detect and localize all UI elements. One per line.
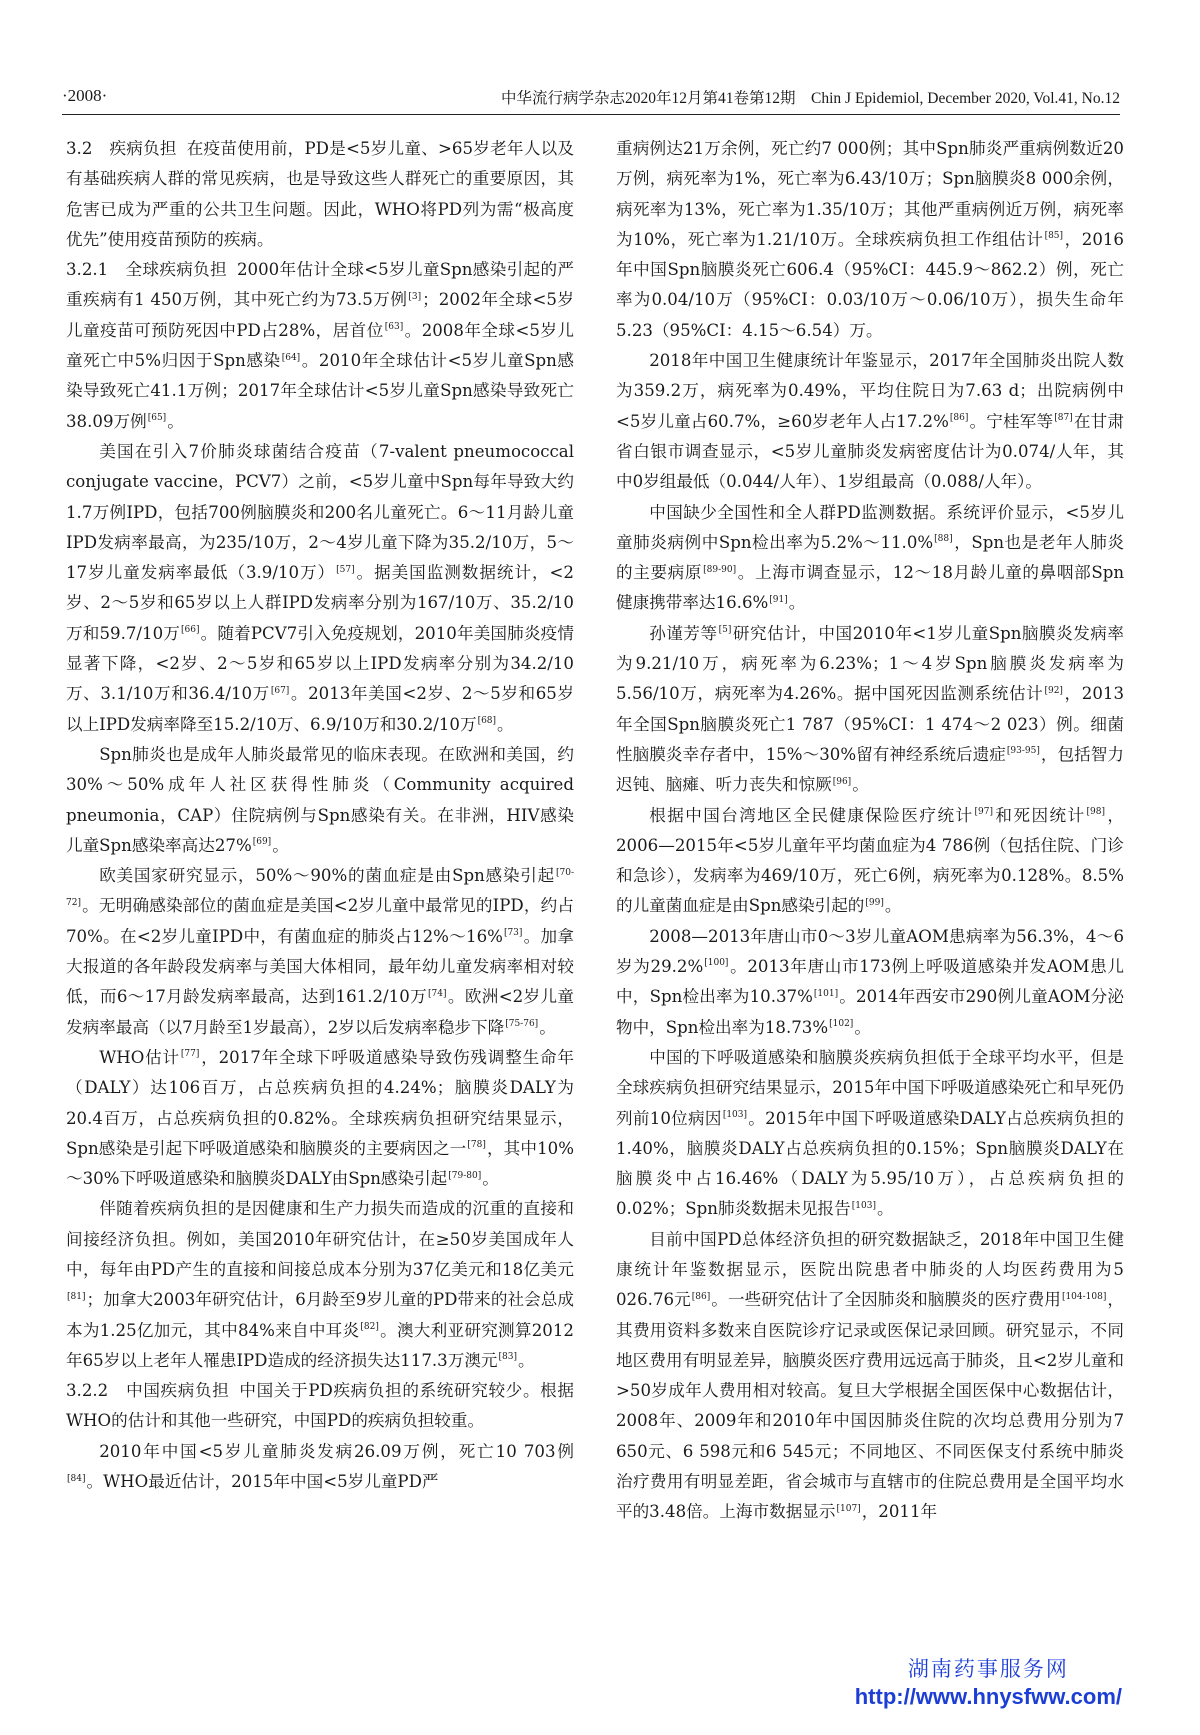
citation-ref[interactable]: [84] bbox=[67, 1473, 86, 1484]
text-run: 2008—2013年唐山市0～3岁儿童AOM患病率为56.3%，4～6岁为29.2% bbox=[616, 926, 1124, 977]
text-run: 。2015年中国下呼吸道感染DALY占总疾病负担的1.40%，脑膜炎DALY占总疾病负担的0.15%；Spn脑膜炎DALY在脑膜炎中占16.46%（DALY为5.95/10万），占总疾病负担的0.02%；Spn肺炎数据未见报告 bbox=[616, 1108, 1124, 1219]
citation-ref[interactable]: [93-95] bbox=[1006, 746, 1040, 757]
text-run: 中国关于PD疾病负担的系统研究较少。根据WHO的估计和其他一些研究，中国PD的疾病负担较重。 bbox=[66, 1381, 575, 1431]
text-run: 。2013年美国<2岁、2～5岁和65岁以上IPD发病率降至15.2/10万、6.9/10万和30.2/10万 bbox=[66, 684, 575, 734]
text-run: 。 bbox=[876, 1199, 894, 1219]
text-run: 。 bbox=[497, 714, 514, 734]
text-run: 。2008年全球<5岁儿童死亡中5%归因于Spn感染 bbox=[66, 320, 574, 371]
site-watermark bbox=[855, 1657, 1122, 1711]
body-paragraph bbox=[66, 861, 574, 1043]
text-run: 。 bbox=[482, 1169, 499, 1189]
text-run: 。2014年西安市290例儿童AOM分泌物中，Spn检出率为18.73% bbox=[616, 987, 1125, 1037]
citation-ref[interactable]: [86] bbox=[949, 413, 969, 424]
body-paragraph bbox=[66, 1043, 574, 1194]
citation-ref[interactable]: [75-76] bbox=[505, 1019, 539, 1030]
citation-ref[interactable]: [5] bbox=[718, 625, 732, 636]
page-number: ·2008· bbox=[62, 86, 108, 105]
citation-ref[interactable]: [97] bbox=[974, 807, 993, 817]
citation-ref[interactable]: [96] bbox=[832, 776, 852, 787]
text-run: 伴随着疾病负担的是因健康和生产力损失而造成的沉重的直接和间接经济负担。例如，美国2010年研究估计，在≥50岁美国成年人中，每年由PD产生的直接和间接总成本分别为37亿美元和18亿美元 bbox=[66, 1199, 574, 1279]
citation-ref[interactable]: [98] bbox=[1086, 807, 1105, 817]
right-column bbox=[616, 134, 1124, 1528]
citation-ref[interactable]: [63] bbox=[384, 322, 404, 333]
text-run: 。澳大利亚研究测算2012年65岁以上老年人罹患IPD造成的经济损失达117.3万澳元 bbox=[66, 1320, 574, 1370]
citation-ref[interactable]: [57] bbox=[336, 564, 355, 575]
text-run: 。宁桂军等 bbox=[969, 411, 1054, 431]
body-paragraph bbox=[66, 1194, 574, 1376]
text-run: ；2002年全球<5岁儿童疫苗可预防死因中PD占28%，居首位 bbox=[66, 290, 574, 340]
watermark-name: 湖南药事服务网 bbox=[907, 1658, 1069, 1681]
citation-ref[interactable]: [77] bbox=[180, 1049, 200, 1060]
text-run: 。2010年全球估计<5岁儿童Spn感染导致死亡41.1万例；2017年全球估计<5岁儿童Spn感染导致死亡38.09万例 bbox=[66, 351, 574, 431]
text-run: 。 bbox=[788, 593, 806, 613]
text-run: ，2016年中国Spn脑膜炎死亡606.4（95%CI：445.9～862.2）例，死亡率为0.04/10万（95%CI：0.03/10万～0.06/10万），损失生命年5.23（95%CI：4.15～6.54）万。 bbox=[616, 229, 1124, 340]
section-heading: 3.2.1 全球疾病负担 bbox=[66, 260, 228, 280]
text-run: 在疫苗使用前，PD是<5岁儿童、>65岁老年人以及有基础疾病人群的常见疾病，也是导致这些人群死亡的重要原因，其危害已成为严重的公共卫生问题。因此，WHO将PD列为需“极高度优先”使用疫苗预防的疾病。 bbox=[66, 139, 575, 249]
citation-ref[interactable]: [81] bbox=[67, 1291, 86, 1302]
body-paragraph bbox=[66, 1437, 574, 1498]
running-header bbox=[62, 80, 1120, 115]
citation-ref[interactable]: [102] bbox=[829, 1019, 854, 1030]
text-run: 。 bbox=[852, 775, 869, 795]
citation-ref[interactable]: [83] bbox=[498, 1352, 518, 1363]
citation-ref[interactable]: [79-80] bbox=[448, 1170, 482, 1181]
citation-ref[interactable]: [88] bbox=[934, 534, 953, 545]
body-paragraph bbox=[66, 437, 574, 740]
citation-ref[interactable]: [78] bbox=[467, 1140, 486, 1151]
text-run: ，2017年全球下呼吸道感染导致伤残调整生命年（DALY）达106百万，占总疾病负担的4.24%；脑膜炎DALY为20.4百万，占总疾病负担的0.82%。全球疾病负担研究结果显示，Spn感染是引起下呼吸道感染和脑膜炎的主要病因之一 bbox=[66, 1047, 574, 1158]
citation-ref[interactable]: [64] bbox=[281, 352, 301, 363]
citation-ref[interactable]: [92] bbox=[1044, 685, 1063, 696]
text-run: 中国缺少全国性和全人群PD监测数据。系统评价显示，<5岁儿童肺炎病例中Spn检出率为5.2%～11.0% bbox=[616, 502, 1124, 552]
citation-ref[interactable]: [87] bbox=[1054, 413, 1073, 424]
text-run: ；加拿大2003年研究估计，6月龄至9岁儿童的PD带来的社会总成本为1.25亿加元，其中84%来自中耳炎 bbox=[66, 1290, 575, 1340]
body-paragraph bbox=[616, 801, 1124, 922]
text-run: ，2011年 bbox=[861, 1502, 938, 1522]
citation-ref[interactable]: [86] bbox=[691, 1291, 711, 1302]
citation-ref[interactable]: [89-90] bbox=[703, 564, 737, 575]
citation-ref[interactable]: [104-108] bbox=[1061, 1291, 1107, 1302]
text-run: 2010年中国<5岁儿童肺炎发病26.09万例，死亡10 703例 bbox=[99, 1441, 574, 1461]
citation-ref[interactable]: [3] bbox=[408, 291, 422, 302]
citation-ref[interactable]: [69] bbox=[252, 837, 272, 848]
text-run: 。上海市调查显示，12～18月龄儿童的鼻咽部Spn健康携带率达16.6% bbox=[616, 563, 1125, 613]
text-run: ，2013年全国Spn脑膜炎死亡1 787（95%CI：1 474～2 023）例。细菌性脑膜炎幸存者中，15%～30%留有神经系统后遗症 bbox=[616, 684, 1124, 764]
text-run: 。一些研究估计了全因肺炎和脑膜炎的医疗费用 bbox=[711, 1290, 1061, 1310]
citation-ref[interactable]: [74] bbox=[428, 988, 447, 999]
text-run: ，其中10%～30%下呼吸道感染和脑膜炎DALY由Spn感染引起 bbox=[66, 1138, 574, 1189]
section-paragraph bbox=[66, 134, 574, 255]
citation-ref[interactable]: [70-72] bbox=[66, 867, 574, 908]
text-run: 和死因统计 bbox=[994, 805, 1086, 825]
continued-paragraph bbox=[616, 134, 1124, 346]
text-run: 美国在引入7价肺炎球菌结合疫苗（7-valent pneumococcal conjugate vaccine，PCV7）之前，<5岁儿童中Spn每年导致大约1.7万例IPD，包括700例脑膜炎和200名儿童死亡。6～11月龄儿童IPD发病率最高，为235/10万，2～4岁儿童下降为35.2/10万，5～17岁儿童发病率最低（3.9/10万） bbox=[66, 441, 574, 583]
text-run: 2018年中国卫生健康统计年鉴显示，2017年全国肺炎出院人数为359.2万，病死率为0.49%，平均住院日为7.63 d；出院病例中<5岁儿童占60.7%，≥60岁老年人占17.2% bbox=[616, 351, 1124, 431]
body-paragraph bbox=[616, 619, 1124, 801]
body-paragraph bbox=[66, 740, 574, 861]
citation-ref[interactable]: [65] bbox=[147, 413, 167, 424]
citation-ref[interactable]: [66] bbox=[181, 625, 200, 636]
text-run: 研究估计，中国2010年<1岁儿童Spn脑膜炎发病率为9.21/10万，病死率为6.23%；1～4岁Spn脑膜炎发病率为5.56/10万，病死率为4.26%。据中国死因监测系统估计 bbox=[616, 623, 1125, 704]
text-run: ，其费用资料多数来自医院诊疗记录或医保记录回顾。研究显示，不同地区费用有明显差异，脑膜炎医疗费用远远高于肺炎，且<2岁儿童和>50岁成年人费用相对较高。复旦大学根据全国医保中心数据估计，2008年、2009年和2010年中国因肺炎住院的次均总费用分别为7 650元、6 598元和6 545元；不同地区、不同医保支付系统中肺炎治疗费用有明显差距，省会城市与直辖市的住院总费用是全国平均水平的3.48倍。上海市数据显示 bbox=[616, 1290, 1125, 1522]
citation-ref[interactable]: [82] bbox=[360, 1322, 379, 1333]
text-run: 孙谨芳等 bbox=[649, 623, 718, 643]
citation-ref[interactable]: [85] bbox=[1044, 231, 1064, 242]
citation-ref[interactable]: [91] bbox=[769, 594, 788, 605]
text-run: 。据美国监测数据统计，<2岁、2～5岁和65岁以上人群IPD发病率分别为167/10万、35.2/10万和59.7/10万 bbox=[66, 563, 574, 643]
text-run: 。WHO最近估计，2015年中国<5岁儿童PD严 bbox=[86, 1472, 439, 1492]
body-paragraph bbox=[616, 346, 1124, 497]
citation-ref[interactable]: [73] bbox=[503, 928, 523, 939]
text-run: 目前中国PD总体经济负担的研究数据缺乏，2018年中国卫生健康统计年鉴数据显示，医院出院患者中肺炎的人均医药费用为5 026.76元 bbox=[616, 1229, 1124, 1310]
section-heading: 3.2 疾病负担 bbox=[66, 139, 177, 158]
citation-ref[interactable]: [103] bbox=[722, 1109, 748, 1120]
left-column bbox=[66, 134, 574, 1497]
text-run: 欧美国家研究显示，50%～90%的菌血症是由Spn感染引起 bbox=[99, 866, 555, 886]
text-run: 。 bbox=[854, 1017, 871, 1037]
journal-citation: 中华流行病学杂志2020年12月第41卷第12期 Chin J Epidemiol, December 2020, Vol.41, No.12 bbox=[501, 90, 1120, 107]
citation-ref[interactable]: [68] bbox=[477, 716, 497, 727]
text-run: 在甘肃省白银市调查显示，<5岁儿童肺炎发病密度估计为0.074/人年，其中0岁组最低（0.044/人年）、1岁组最高（0.088/人年）。 bbox=[616, 411, 1124, 492]
citation-ref[interactable]: [103] bbox=[851, 1200, 876, 1211]
text-run: 。 bbox=[539, 1017, 556, 1037]
text-run: 。欧洲<2岁儿童发病率最高（以7月龄至1岁最高），2岁以后发病率稳步下降 bbox=[66, 987, 574, 1037]
body-paragraph bbox=[616, 498, 1124, 619]
citation-ref[interactable]: [101] bbox=[813, 988, 839, 999]
body-paragraph bbox=[616, 922, 1124, 1043]
section-paragraph bbox=[66, 255, 574, 437]
text-run: 。2013年唐山市173例上呼吸道感染并发AOM患儿中，Spn检出率为10.37% bbox=[616, 957, 1124, 1007]
body-paragraph bbox=[616, 1043, 1124, 1225]
section-paragraph bbox=[66, 1376, 574, 1437]
watermark-url[interactable]: http://www.hnysfww.com/ bbox=[854, 1684, 1122, 1709]
text-run: 。随着PCV7引入免疫规划，2010年美国肺炎疫情显著下降，<2岁、2～5岁和65岁以上IPD发病率分别为34.2/10万、3.1/10万和36.4/10万 bbox=[66, 623, 574, 704]
citation-ref[interactable]: [99] bbox=[865, 897, 884, 908]
text-run: ，2006—2015年<5岁儿童年平均菌血症为4 786例（包括住院、门诊和急诊），发病率为469/10万，死亡6例，病死率为0.128%。8.5%的儿童菌血症是由Spn感染引起的 bbox=[616, 805, 1125, 916]
text-run: Spn肺炎也是成年人肺炎最常见的临床表现。在欧洲和美国，约30%～50%成年人社区获得性肺炎（Community acquired pneumonia，CAP）住院病例与Spn感染有关。在非洲，HIV感染儿童Spn感染率高达27% bbox=[66, 744, 574, 855]
text-run: 根据中国台湾地区全民健康保险医疗统计 bbox=[649, 805, 974, 825]
body-paragraph bbox=[616, 1225, 1124, 1528]
text-run: 。 bbox=[518, 1350, 535, 1370]
text-run: 。 bbox=[167, 411, 184, 431]
citation-ref[interactable]: [107] bbox=[836, 1503, 861, 1514]
citation-ref[interactable]: [100] bbox=[704, 958, 729, 969]
citation-ref[interactable]: [67] bbox=[270, 685, 290, 696]
text-run: WHO估计 bbox=[99, 1047, 180, 1067]
text-run: 。无明确感染部位的菌血症是美国<2岁儿童中最常见的IPD，约占70%。在<2岁儿童IPD中，有菌血症的肺炎占12%～16% bbox=[66, 896, 574, 946]
text-run: 重病例达21万余例，死亡约7 000例；其中Spn肺炎严重病例数近20万例，病死率为1%，死亡率为6.43/10万；Spn脑膜炎8 000余例，病死率为13%，死亡率为1.35/10万；其他严重病例近万例，病死率为10%，死亡率为1.21/10万。全球疾病负担工作组估计 bbox=[616, 139, 1124, 249]
text-run: ，包括智力迟钝、脑瘫、听力丧失和惊厥 bbox=[616, 744, 1125, 795]
text-run: 。 bbox=[884, 896, 902, 916]
text-run: 2000年估计全球<5岁儿童Spn感染引起的严重疾病有1 450万例，其中死亡约为73.5万例 bbox=[66, 260, 574, 310]
text-run: 。 bbox=[272, 835, 289, 855]
section-heading: 3.2.2 中国疾病负担 bbox=[66, 1381, 230, 1401]
text-run: 。加拿大报道的各年龄段发病率与美国大体相同，最年幼儿童发病率相对较低，而6～17月龄发病率最高，达到161.2/10万 bbox=[66, 926, 574, 1007]
text-run: 中国的下呼吸道感染和脑膜炎疾病负担低于全球平均水平，但是全球疾病负担研究结果显示，2015年中国下呼吸道感染死亡和早死仍列前10位病因 bbox=[616, 1047, 1124, 1128]
text-run: ，Spn也是老年人肺炎的主要病原 bbox=[616, 532, 1124, 583]
